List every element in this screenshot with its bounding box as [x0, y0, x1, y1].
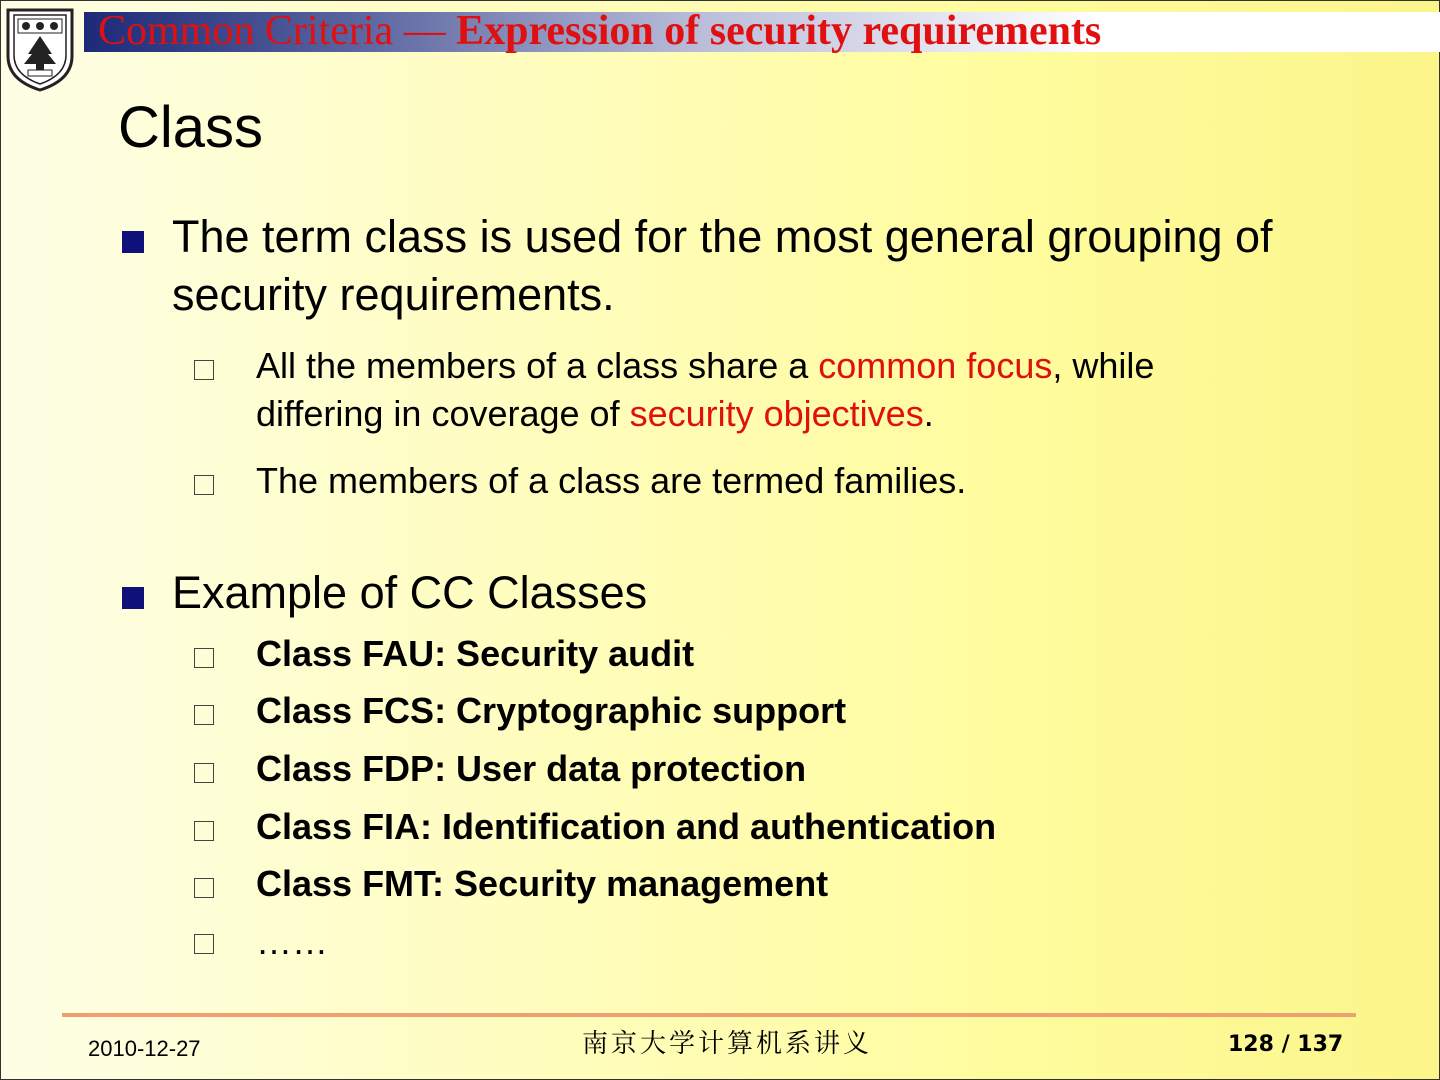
bullet-text-line1: Example of CC Classes	[172, 567, 648, 618]
square-bullet-icon	[122, 587, 144, 609]
text-run: differing in coverage of	[256, 393, 630, 434]
hollow-square-bullet-icon	[194, 821, 214, 841]
footer-date: 2010-12-27	[88, 1036, 201, 1061]
hollow-square-bullet-icon	[194, 763, 214, 783]
sub-bullet-text: The members of a class are termed families.	[256, 460, 967, 501]
header-title-regular: Common Criteria —	[98, 8, 457, 54]
class-fdp: Class FDP: User data protection	[256, 748, 807, 789]
square-bullet-icon	[122, 231, 144, 253]
highlight-common-focus: common focus	[818, 345, 1053, 386]
slide-title: Class	[118, 95, 264, 160]
footer-divider	[62, 1013, 1356, 1017]
university-seal-icon	[2, 6, 78, 92]
class-fcs: Class FCS: Cryptographic support	[256, 690, 847, 731]
class-fau: Class FAU: Security audit	[256, 633, 695, 674]
footer-course-label: 南京大学计算机系讲义	[582, 1029, 873, 1059]
bullet-text-line2: security requirements.	[172, 269, 615, 320]
sub-bullet-line1	[256, 342, 1154, 390]
text-run: , while	[1052, 345, 1155, 386]
hollow-square-bullet-icon	[194, 934, 214, 954]
hollow-square-bullet-icon	[194, 475, 214, 495]
sub-bullet-line2	[256, 390, 934, 438]
hollow-square-bullet-icon	[194, 878, 214, 898]
text-run: All the members of a class share a	[256, 345, 819, 386]
hollow-square-bullet-icon	[194, 360, 214, 380]
page-number: 128 / 137	[1228, 1032, 1344, 1057]
hollow-square-bullet-icon	[194, 705, 214, 725]
ellipsis-item: ……	[256, 921, 328, 962]
class-fia: Class FIA: Identification and authentication	[256, 806, 997, 847]
highlight-security-objectives: security objectives	[629, 393, 924, 434]
header-title	[98, 8, 1101, 54]
bullet-text-line1: The term class is used for the most general grouping of	[172, 211, 1273, 262]
text-run: .	[923, 393, 934, 434]
hollow-square-bullet-icon	[194, 648, 214, 668]
header-title-bold: Expression of security requirements	[456, 8, 1102, 54]
class-fmt: Class FMT: Security management	[256, 863, 829, 904]
